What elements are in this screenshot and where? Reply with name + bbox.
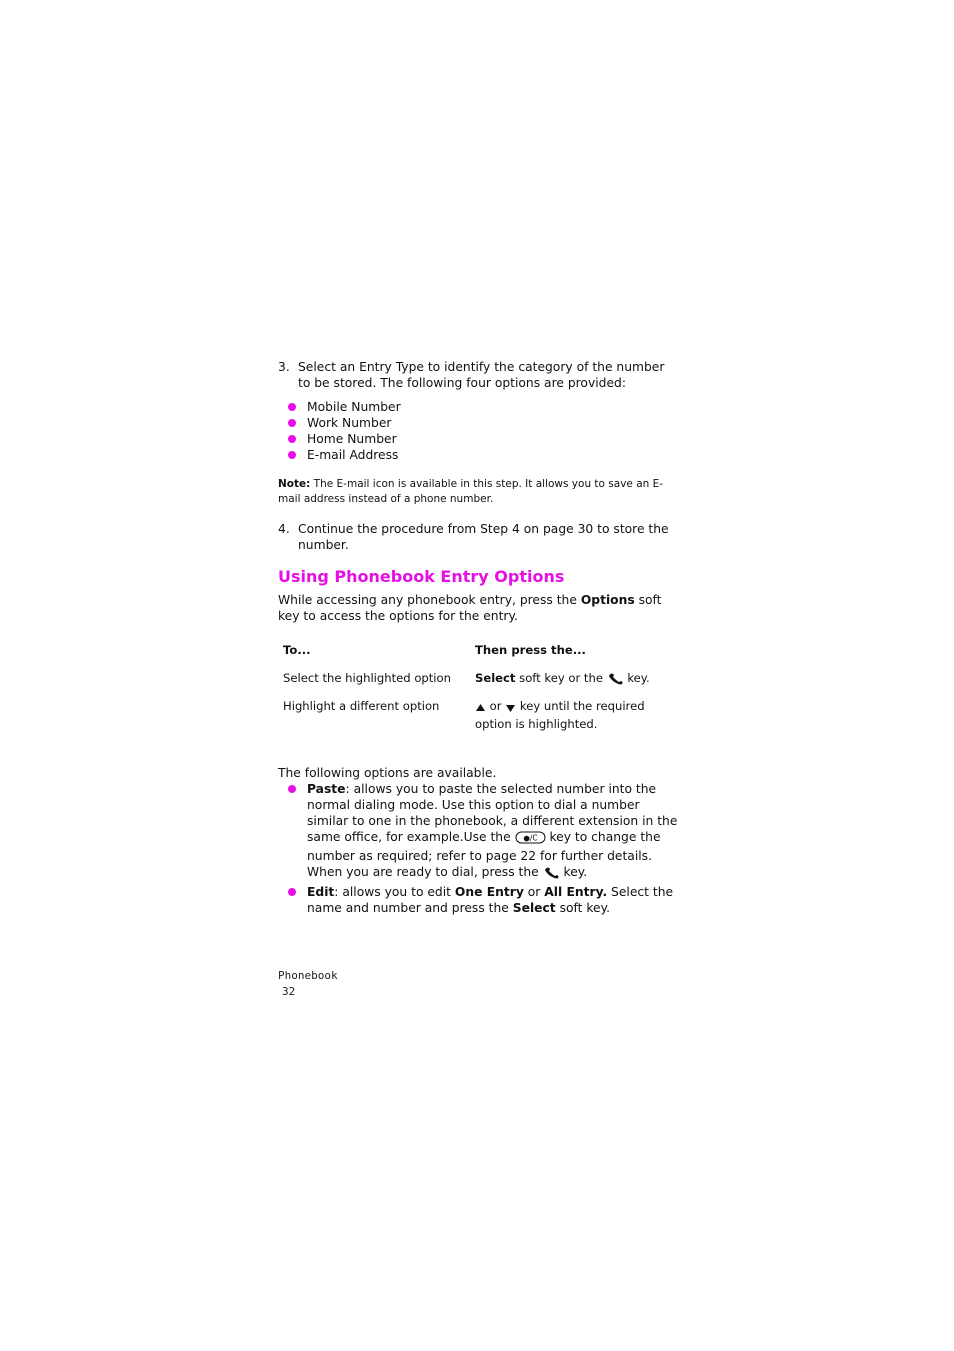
note-text: The E-mail icon is available in this step. It allows you to save an E-mail address instead of a phone number. bbox=[278, 478, 664, 505]
header-to: To... bbox=[283, 643, 311, 657]
options-intro: The following options are available. bbox=[278, 766, 497, 780]
options-list bbox=[278, 781, 678, 916]
down-arrow-icon bbox=[505, 702, 516, 717]
row2-to: Highlight a different option bbox=[283, 699, 440, 713]
section-intro: While accessing any phonebook entry, press the Options soft key to access the options for the entry. bbox=[278, 593, 662, 623]
send-key-icon bbox=[543, 866, 560, 883]
clear-key-icon bbox=[515, 831, 546, 848]
step-4 bbox=[278, 521, 678, 553]
row2-then: or key until the required option is highlighted. bbox=[475, 699, 645, 731]
footer-section: Phonebook bbox=[278, 969, 338, 982]
section-title: Using Phonebook Entry Options bbox=[278, 567, 565, 586]
note-label: Note: bbox=[278, 478, 311, 490]
step-number: 3. bbox=[278, 360, 290, 374]
row1-then: Select soft key or the key. bbox=[475, 671, 675, 689]
step-3 bbox=[278, 359, 678, 391]
bullet-icon bbox=[288, 888, 296, 896]
list-item: E-mail Address bbox=[278, 447, 678, 463]
page-footer bbox=[278, 968, 338, 1000]
list-item: Home Number bbox=[278, 431, 678, 447]
note bbox=[278, 477, 678, 507]
table-row bbox=[278, 699, 678, 732]
bullet-icon bbox=[288, 451, 296, 459]
table-row bbox=[278, 671, 678, 689]
up-arrow-icon bbox=[475, 702, 486, 717]
bullet-icon bbox=[288, 435, 296, 443]
options-table bbox=[278, 643, 678, 732]
list-item: Edit: allows you to edit One Entry or All Entry. Select the name and number and press the Select soft key. bbox=[278, 884, 678, 916]
list-item: Work Number bbox=[278, 415, 678, 431]
entry-type-list bbox=[278, 399, 678, 463]
clear-key-label: ●/C bbox=[522, 833, 538, 843]
send-key-icon bbox=[607, 672, 624, 689]
step-number: 4. bbox=[278, 522, 290, 536]
step-text: Select an Entry Type to identify the category of the number to be stored. The following four options are provided: bbox=[298, 360, 665, 390]
list-item: Mobile Number bbox=[278, 399, 678, 415]
page-number: 32 bbox=[282, 985, 296, 998]
bullet-icon bbox=[288, 419, 296, 427]
bullet-icon bbox=[288, 403, 296, 411]
table-header bbox=[278, 643, 678, 658]
row1-to: Select the highlighted option bbox=[283, 671, 451, 685]
header-then: Then press the... bbox=[475, 643, 586, 657]
bullet-icon bbox=[288, 785, 296, 793]
list-item: Paste: allows you to paste the selected number into the normal dialing mode. Use this option to dial a number similar to one in the phonebook, a different extension in the same office, for example.Use the ●/C key to change the number as required; refer to page 22 for further details. When you are ready to dial, press the key. bbox=[278, 781, 678, 883]
step-text: Continue the procedure from Step 4 on page 30 to store the number. bbox=[298, 522, 669, 552]
page-content bbox=[278, 359, 678, 916]
